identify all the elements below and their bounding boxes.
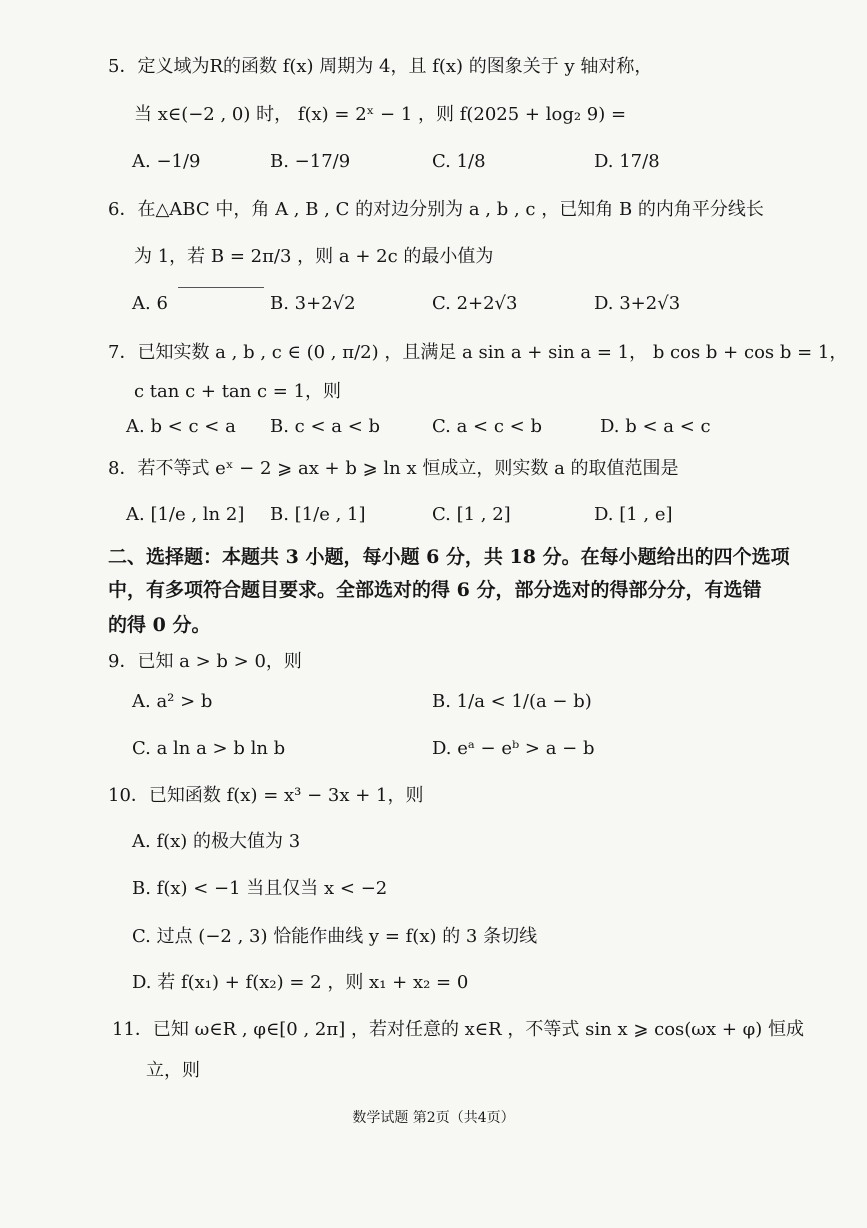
q8-option-a: A. [1/e , ln 2] (126, 504, 245, 525)
q7-line-2: c tan c + tan c = 1，则 (134, 381, 342, 402)
q7-option-b: B. c < a < b (270, 416, 381, 437)
q6-option-d: D. 3+2√3 (594, 293, 681, 314)
section2-line-1: 二、选择题：本题共 3 小题，每小题 6 分，共 18 分。在每小题给出的四个选项 (108, 546, 790, 568)
q6-option-b: B. 3+2√2 (270, 293, 356, 314)
q7-option-a: A. b < c < a (126, 416, 236, 437)
q7-line-1: 7．已知实数 a , b , c ∈ (0 , π/2) ，且满足 a sin a + sin a = 1， b cos b + cos b = 1， (108, 342, 848, 363)
q5-option-a: A. −1/9 (132, 151, 201, 172)
q8-option-d: D. [1 , e] (594, 504, 673, 525)
q10-stem: 10．已知函数 f(x) = x³ − 3x + 1，则 (108, 785, 424, 806)
q6-option-a: A. 6 (132, 293, 168, 314)
q5-option-d: D. 17/8 (594, 151, 660, 172)
q5-option-b: B. −17/9 (270, 151, 351, 172)
q11-line-1: 11．已知 ω∈R , φ∈[0 , 2π] ，若对任意的 x∈R ，不等式 sin x ⩾ cos(ωx + φ) 恒成 (112, 1019, 804, 1040)
q9-option-d: D. eᵃ − eᵇ > a − b (432, 738, 595, 759)
q10-option-d: D. 若 f(x₁) + f(x₂) = 2 ，则 x₁ + x₂ = 0 (132, 972, 469, 993)
q6-line-1: 6．在△ABC 中，角 A , B , C 的对边分别为 a , b , c ，已知角 B 的内角平分线长 (108, 199, 764, 220)
q9-option-a: A. a² > b (132, 691, 213, 712)
stray-underline (178, 287, 264, 288)
q6-option-c: C. 2+2√3 (432, 293, 518, 314)
q8-option-b: B. [1/e , 1] (270, 504, 366, 525)
q8-option-c: C. [1 , 2] (432, 504, 511, 525)
q9-stem: 9．已知 a > b > 0，则 (108, 651, 302, 672)
q7-option-c: C. a < c < b (432, 416, 542, 437)
q11-line-2: 立，则 (146, 1060, 200, 1081)
q5-line-2: 当 x∈(−2 , 0) 时， f(x) = 2ˣ − 1 ，则 f(2025 + log₂ 9) = (134, 104, 627, 125)
q8-line-1: 8．若不等式 eˣ − 2 ⩾ ax + b ⩾ ln x 恒成立，则实数 a 的取值范围是 (108, 458, 679, 479)
q5-line-1: 5．定义域为R的函数 f(x) 周期为 4，且 f(x) 的图象关于 y 轴对称， (108, 56, 653, 77)
page-footer: 数学试题 第2页（共4页） (352, 1110, 515, 1126)
q6-line-2: 为 1，若 B = 2π/3 ，则 a + 2c 的最小值为 (134, 246, 494, 267)
q5-option-c: C. 1/8 (432, 151, 486, 172)
section2-line-2: 中，有多项符合题目要求。全部选对的得 6 分，部分选对的得部分分，有选错 (108, 579, 762, 601)
q10-option-c: C. 过点 (−2 , 3) 恰能作曲线 y = f(x) 的 3 条切线 (132, 926, 538, 947)
q9-option-c: C. a ln a > b ln b (132, 738, 286, 759)
q10-option-b: B. f(x) < −1 当且仅当 x < −2 (132, 878, 388, 899)
q10-option-a: A. f(x) 的极大值为 3 (132, 831, 301, 852)
section2-line-3: 的得 0 分。 (108, 614, 211, 636)
q9-option-b: B. 1/a < 1/(a − b) (432, 691, 592, 712)
q7-option-d: D. b < a < c (600, 416, 711, 437)
